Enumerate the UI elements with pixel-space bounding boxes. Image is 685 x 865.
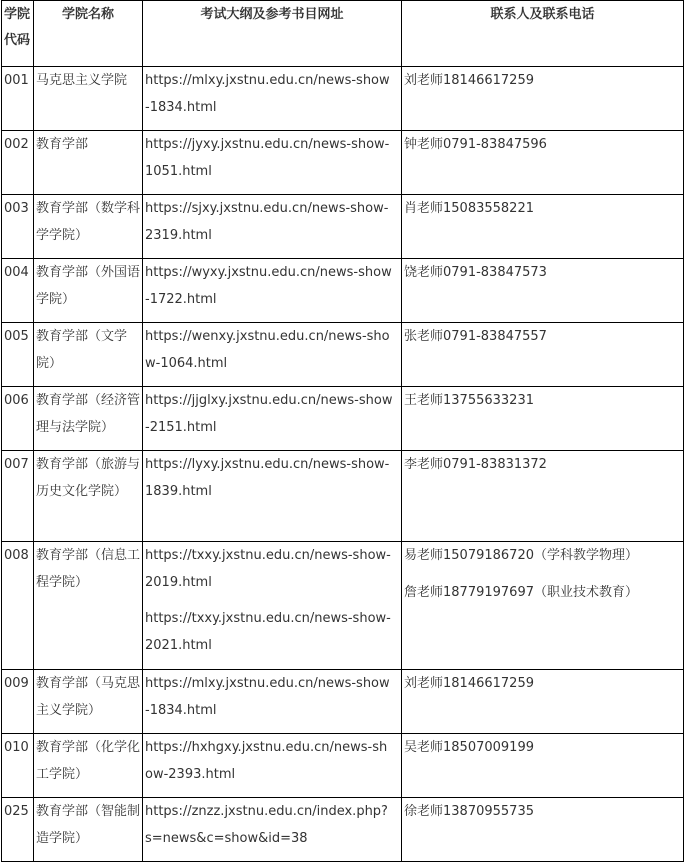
header-college-name: 学院名称 <box>34 1 143 67</box>
contact-info: 刘老师18146617259 <box>404 73 534 88</box>
syllabus-link[interactable]: https://jjglxy.jxstnu.edu.cn/news-show-2151.html <box>145 393 393 435</box>
contact-info: 王老师13755633231 <box>404 393 534 408</box>
header-college-code: 学院代码 <box>2 1 34 67</box>
college-code: 001 <box>2 67 34 131</box>
college-name: 教育学部（智能制造学院） <box>34 798 143 862</box>
syllabus-link[interactable]: https://wyxy.jxstnu.edu.cn/news-show-1722.html <box>145 265 392 307</box>
contact-info: 钟老师0791-83847596 <box>404 137 547 152</box>
college-name: 教育学部（文学院） <box>34 323 143 387</box>
syllabus-link[interactable]: https://lyxy.jxstnu.edu.cn/news-show-1839.html <box>145 457 390 499</box>
syllabus-link[interactable]: https://wenxy.jxstnu.edu.cn/news-show-1064.html <box>145 329 390 371</box>
syllabus-link[interactable]: https://txxy.jxstnu.edu.cn/news-show-2019.html <box>145 548 391 590</box>
table-header-row <box>2 1 684 67</box>
college-name: 教育学部（数学科学学院） <box>34 195 143 259</box>
college-code: 003 <box>2 195 34 259</box>
syllabus-link[interactable]: https://jyxy.jxstnu.edu.cn/news-show-1051.html <box>145 137 390 179</box>
contact-info: 李老师0791-83831372 <box>404 457 547 472</box>
contact-info: 肖老师15083558221 <box>404 201 534 216</box>
college-name: 教育学部（马克思主义学院） <box>34 670 143 734</box>
syllabus-link[interactable]: https://txxy.jxstnu.edu.cn/news-show-2021.html <box>145 611 391 653</box>
college-name: 教育学部（外国语学院） <box>34 259 143 323</box>
table-row <box>2 67 684 131</box>
college-code: 006 <box>2 387 34 451</box>
college-name: 教育学部（旅游与历史文化学院） <box>34 451 143 542</box>
college-code: 007 <box>2 451 34 542</box>
college-code: 002 <box>2 131 34 195</box>
table-row <box>2 542 684 670</box>
contact-info: 饶老师0791-83847573 <box>404 265 547 280</box>
contact-info: 詹老师18779197697（职业技术教育） <box>404 584 638 600</box>
college-code: 004 <box>2 259 34 323</box>
college-code: 010 <box>2 734 34 798</box>
table-row <box>2 195 684 259</box>
college-contact-table <box>1 0 684 862</box>
college-name: 教育学部（化学化工学院） <box>34 734 143 798</box>
table-row <box>2 798 684 862</box>
college-code: 009 <box>2 670 34 734</box>
college-code: 005 <box>2 323 34 387</box>
header-contact: 联系人及联系电话 <box>402 1 684 67</box>
college-code: 025 <box>2 798 34 862</box>
syllabus-link[interactable]: https://hxhgxy.jxstnu.edu.cn/news-show-2393.html <box>145 740 388 782</box>
contact-info: 易老师15079186720（学科教学物理） <box>404 548 638 563</box>
syllabus-link[interactable]: https://sjxy.jxstnu.edu.cn/news-show-2319.html <box>145 201 389 243</box>
syllabus-link[interactable]: https://mlxy.jxstnu.edu.cn/news-show-1834.html <box>145 676 390 718</box>
college-name: 马克思主义学院 <box>34 67 143 131</box>
college-name: 教育学部 <box>34 131 143 195</box>
contact-info: 吴老师18507009199 <box>404 740 534 755</box>
college-code: 008 <box>2 542 34 670</box>
header-syllabus-url: 考试大纲及参考书目网址 <box>143 1 402 67</box>
contact-info: 张老师0791-83847557 <box>404 329 547 344</box>
contact-info: 徐老师13870955735 <box>404 804 534 819</box>
table-row <box>2 451 684 542</box>
table-row <box>2 734 684 798</box>
table-row <box>2 387 684 451</box>
table-row <box>2 259 684 323</box>
table-row <box>2 670 684 734</box>
table-row <box>2 323 684 387</box>
syllabus-link[interactable]: https://znzz.jxstnu.edu.cn/index.php?s=news&c=show&id=38 <box>145 804 388 846</box>
college-name: 教育学部（信息工程学院） <box>34 542 143 670</box>
syllabus-link[interactable]: https://mlxy.jxstnu.edu.cn/news-show-1834.html <box>145 73 390 115</box>
college-name: 教育学部（经济管理与法学院） <box>34 387 143 451</box>
table-row <box>2 131 684 195</box>
table-body <box>2 67 684 862</box>
contact-info: 刘老师18146617259 <box>404 676 534 691</box>
